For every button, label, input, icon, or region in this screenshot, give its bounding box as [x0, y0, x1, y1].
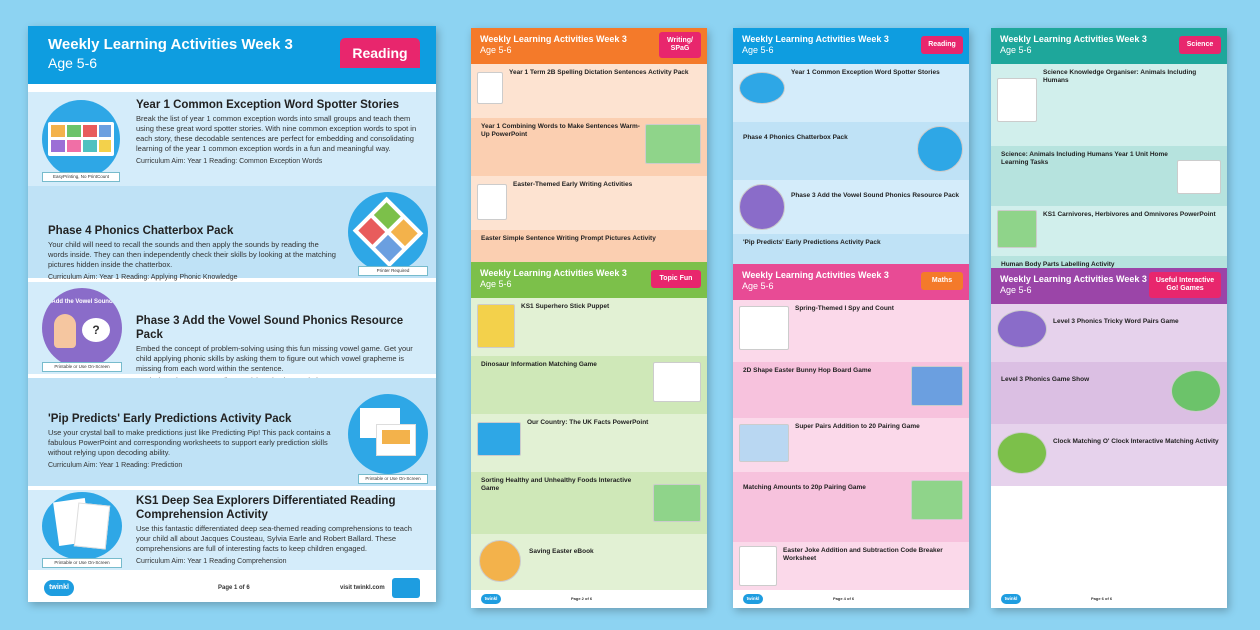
activity-title: Dinosaur Information Matching Game	[481, 361, 597, 368]
site-link[interactable]: visit twinkl.com	[340, 585, 385, 591]
curriculum-aim: Curriculum Aim: Year 1 Reading: Prediction	[48, 462, 183, 469]
activity-title: Level 3 Phonics Tricky Word Pairs Game	[1053, 318, 1179, 325]
print-badge: Printer Required	[358, 266, 428, 276]
activity-item[interactable]	[471, 472, 707, 534]
activity-title: Easter Simple Sentence Writing Prompt Pictures Activity	[481, 235, 656, 242]
activity-title: Level 3 Phonics Game Show	[1001, 376, 1090, 383]
page-writing-topic	[471, 28, 707, 608]
activity-item[interactable]	[28, 282, 436, 374]
activity-title: Clock Matching O' Clock Interactive Matching Activity	[1053, 438, 1219, 445]
activity-thumbnail	[42, 100, 120, 178]
activity-title: Year 1 Term 2B Spelling Dictation Sentences Activity Pack	[509, 69, 689, 76]
activity-thumbnail	[348, 394, 428, 474]
activity-title: 2D Shape Easter Bunny Hop Board Game	[743, 367, 872, 374]
activity-title: Sorting Healthy and Unhealthy Foods Interactive Game	[481, 477, 632, 492]
curriculum-aim: Curriculum Aim: Year 1 Reading: Common Exception Words	[136, 158, 323, 165]
section-header	[471, 28, 707, 64]
main-page	[28, 26, 436, 602]
section-tag: Maths	[921, 272, 963, 290]
activity-description: Use this fantastic differentiated deep sea-themed reading comprehensions to teach your child all about Jacques Cousteau, Sylvia Earle and Robert Ballard. These comprehensions are full of interesting facts to keep children engaged.	[136, 524, 412, 553]
activity-title: Phase 3 Add the Vowel Sound Phonics Resource Pack	[791, 192, 959, 199]
activity-item[interactable]	[733, 542, 969, 590]
page-footer	[28, 574, 436, 602]
section-header	[991, 28, 1227, 64]
activity-title: Easter Joke Addition and Subtraction Code Breaker Worksheet	[783, 547, 943, 562]
activity-item[interactable]	[471, 118, 707, 176]
activity-item[interactable]	[471, 356, 707, 414]
section-title: Weekly Learning Activities Week 3	[742, 270, 889, 280]
section-age: Age 5-6	[742, 45, 774, 55]
page-number: Page 4 of 6	[833, 596, 855, 601]
activity-title: Super Pairs Addition to 20 Pairing Game	[795, 423, 920, 430]
page-number: Page 2 of 6	[571, 596, 593, 601]
activity-title: 'Pip Predicts' Early Predictions Activity Pack	[743, 239, 881, 246]
activity-title: Year 1 Common Exception Word Spotter Stories	[791, 69, 940, 76]
section-age: Age 5-6	[742, 281, 774, 291]
print-badge: EasyPrinting, No PrintCount	[42, 172, 120, 182]
activity-title: Spring-Themed I Spy and Count	[795, 305, 894, 312]
section-header	[471, 262, 707, 298]
print-badge: Printable or Use On-Screen	[42, 362, 122, 372]
page-number: Page 1 of 6	[218, 585, 250, 591]
activity-item[interactable]	[991, 304, 1227, 362]
activity-description: Use your crystal ball to make predictions just like Predicting Pip! This pack contains a fabulous PowerPoint and corresponding worksheets to support early prediction skills without relying upon decoding ability.	[48, 428, 331, 457]
activity-description: Embed the concept of problem-solving using this fun missing vowel game. Get your child applying phonic skills by asking them to figure out which vowel grapheme is missing from each word within the sentence.	[136, 344, 413, 373]
activity-title: Phase 4 Phonics Chatterbox Pack	[48, 225, 234, 237]
activity-title: Year 1 Combining Words to Make Sentences Warm-Up PowerPoint	[481, 123, 640, 138]
page-footer	[991, 590, 1227, 608]
activity-description: Your child will need to recall the sounds and then apply the sounds by reading the words inside. They can then independently check their skills by looking at the matching pictures hidden inside the chatterbox.	[48, 240, 336, 269]
section-age: Age 5-6	[480, 45, 512, 55]
activity-item[interactable]	[471, 414, 707, 472]
activity-thumbnail	[42, 492, 122, 560]
twinkl-logo: twinkl	[1001, 594, 1021, 604]
main-header	[28, 26, 436, 84]
activity-item[interactable]	[733, 418, 969, 472]
activity-thumbnail: Add the Vowel Sound ?	[42, 288, 122, 368]
activity-title: Science: Animals Including Humans Year 1 Unit Home Learning Tasks	[1001, 151, 1168, 166]
activity-item[interactable]	[991, 424, 1227, 486]
section-title: Weekly Learning Activities Week 3	[1000, 274, 1147, 284]
activity-title: Year 1 Common Exception Word Spotter Stories	[136, 99, 400, 111]
activity-item[interactable]	[991, 362, 1227, 424]
activity-thumbnail	[348, 192, 428, 272]
age-label: Age 5-6	[48, 55, 98, 71]
activity-item[interactable]	[991, 206, 1227, 256]
section-header	[733, 28, 969, 64]
activity-title: Human Body Parts Labelling Activity	[1001, 261, 1115, 268]
activity-item[interactable]	[471, 534, 707, 590]
activity-item[interactable]	[28, 92, 436, 186]
curriculum-aim: Curriculum Aim: Year 1 Reading: Applying Phonic Knowledge	[48, 274, 238, 281]
subject-tag: Reading	[340, 38, 420, 68]
section-tag: Science	[1179, 36, 1221, 54]
section-age: Age 5-6	[480, 279, 512, 289]
activity-title: Easter-Themed Early Writing Activities	[513, 181, 633, 188]
activity-item[interactable]	[733, 300, 969, 362]
section-title: Weekly Learning Activities Week 3	[1000, 34, 1147, 44]
activity-description: Break the list of year 1 common exception words into small groups and teach them using these great word spotter stories. With nine common exception words to spot in each story, these decodable sentences are perfect for embedding and consolidating learning of the year 1 common exception words in a fun and meaningful way.	[136, 114, 417, 153]
activity-title: Phase 3 Add the Vowel Sound Phonics Resource Pack	[136, 315, 404, 341]
activity-item[interactable]	[733, 472, 969, 542]
section-tag: Writing/ SPaG	[659, 32, 701, 58]
twinkl-logo: twinkl	[743, 594, 763, 604]
section-title: Weekly Learning Activities Week 3	[480, 268, 627, 278]
activity-item[interactable]	[471, 230, 707, 262]
activity-item[interactable]	[991, 146, 1227, 206]
activity-title: Matching Amounts to 20p Pairing Game	[743, 484, 866, 491]
activity-title: Our Country: The UK Facts PowerPoint	[527, 419, 649, 426]
page-science-games	[991, 28, 1227, 608]
activity-title: KS1 Superhero Stick Puppet	[521, 303, 610, 310]
activity-title: Science Knowledge Organiser: Animals Including Humans	[1043, 69, 1197, 84]
curriculum-aim: Curriculum Aim: Year 1 Reading Comprehension	[136, 558, 287, 565]
activity-item[interactable]	[471, 298, 707, 356]
section-header	[991, 268, 1227, 304]
activity-item[interactable]	[471, 64, 707, 118]
activity-title: 'Pip Predicts' Early Predictions Activity Pack	[48, 413, 292, 425]
activity-item[interactable]	[28, 378, 436, 486]
activity-item[interactable]	[733, 180, 969, 234]
section-tag: Topic Fun	[651, 270, 701, 288]
section-age: Age 5-6	[1000, 285, 1032, 295]
activity-item[interactable]	[28, 186, 436, 281]
page-footer	[471, 590, 707, 608]
thumb-label: Add the Vowel Sound	[51, 299, 113, 305]
page-footer	[733, 590, 969, 608]
twinkl-logo: twinkl	[481, 594, 501, 604]
activity-title: Phase 4 Phonics Chatterbox Pack	[743, 134, 848, 141]
section-header	[733, 264, 969, 300]
activity-item[interactable]	[28, 490, 436, 570]
activity-item[interactable]	[991, 64, 1227, 146]
page-number: Page 6 of 6	[1091, 596, 1113, 601]
section-age: Age 5-6	[1000, 45, 1032, 55]
app-badge-icon	[392, 578, 420, 598]
section-title: Weekly Learning Activities Week 3	[480, 34, 627, 44]
activity-item[interactable]	[733, 64, 969, 122]
activity-title: KS1 Carnivores, Herbivores and Omnivores PowerPoint	[1043, 211, 1216, 218]
section-tag: Useful Interactive Go! Games	[1149, 272, 1221, 298]
section-tag: Reading	[921, 36, 963, 54]
activity-item[interactable]	[471, 176, 707, 230]
print-badge: Printable or Use On-Screen	[358, 474, 428, 484]
twinkl-logo: twinkl	[44, 580, 74, 596]
section-title: Weekly Learning Activities Week 3	[742, 34, 889, 44]
page-reading-maths	[733, 28, 969, 608]
activity-title: KS1 Deep Sea Explorers Differentiated Reading Comprehension Activity	[136, 495, 396, 521]
activity-item[interactable]	[733, 122, 969, 180]
activity-title: Saving Easter eBook	[529, 548, 594, 555]
print-badge: Printable or Use On-Screen	[42, 558, 122, 568]
activity-item[interactable]	[733, 234, 969, 264]
page-title: Weekly Learning Activities Week 3	[48, 36, 293, 53]
activity-item[interactable]	[733, 362, 969, 418]
